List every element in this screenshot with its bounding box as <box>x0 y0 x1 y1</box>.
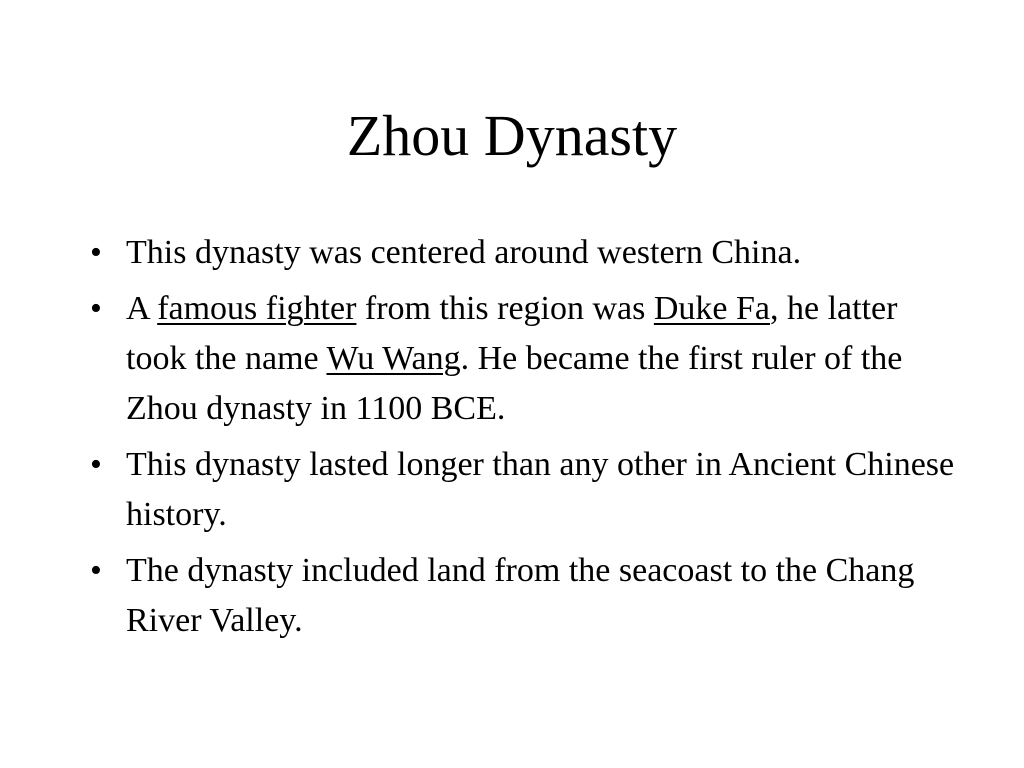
bullet-text: This dynasty was centered around western China. <box>126 234 802 271</box>
bullet-text: . He became the first ruler of the Zhou dynasty in 1100 BCE. <box>126 340 903 427</box>
bullet-item <box>86 284 966 434</box>
bullet-text: The dynasty included land from the seacoast to the Chang River Valley. <box>126 552 915 639</box>
slide-title: Zhou Dynasty <box>346 103 678 168</box>
bullet-text: This dynasty lasted longer than any other in Ancient Chinese history. <box>126 446 955 533</box>
bullet-text: A <box>126 290 158 327</box>
wu-wang-link[interactable]: Wu Wang <box>326 340 461 377</box>
bullet-item <box>86 546 966 646</box>
bullet-list <box>86 228 966 652</box>
famous-fighter-link[interactable]: famous fighter <box>157 290 357 327</box>
bullet-item <box>86 440 966 540</box>
bullet-icon: • <box>90 290 102 327</box>
bullet-icon: • <box>90 446 102 483</box>
bullet-text: from this region was <box>356 290 654 327</box>
bullet-icon: • <box>90 552 102 589</box>
bullet-text: , he latter took the name <box>126 290 898 377</box>
duke-fa-link[interactable]: Duke Fa <box>653 290 771 327</box>
bullet-icon: • <box>90 234 102 271</box>
bullet-item <box>86 228 966 278</box>
